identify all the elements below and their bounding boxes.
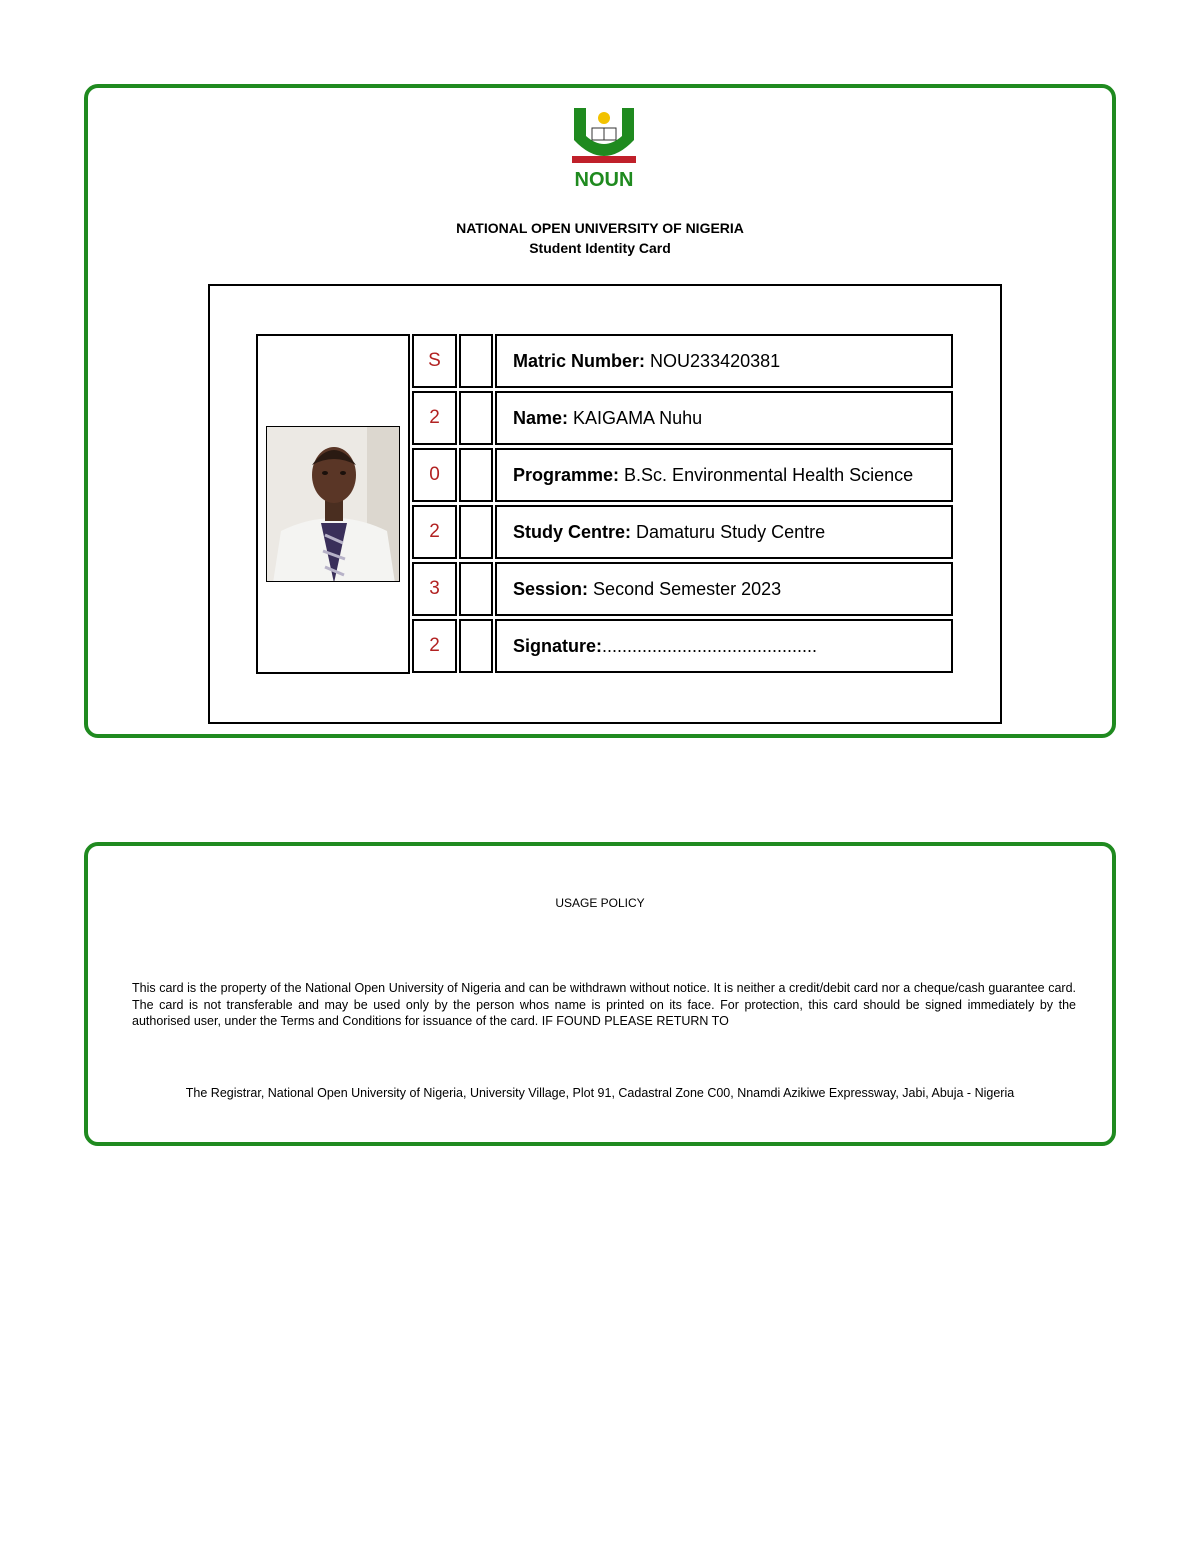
- code-letter: S: [412, 334, 457, 388]
- session-field: [495, 562, 953, 616]
- code-letter: 2: [412, 619, 457, 673]
- noun-logo-icon: [568, 106, 640, 192]
- photo-cell: [256, 334, 410, 674]
- code-letter: 0: [412, 448, 457, 502]
- field-value: NOU233420381: [650, 351, 781, 371]
- registrar-address: The Registrar, National Open University of Nigeria, University Village, Plot 91, Cadastral Zone C00, Nnamdi Azikiwe Expressway, Jabi, Abuja - Nigeria: [185, 1086, 1015, 1100]
- student-photo: [266, 426, 400, 582]
- blank-cell: [459, 448, 493, 502]
- study-centre-field: [495, 505, 953, 559]
- logo-text: NOUN: [574, 169, 634, 191]
- field-value: Damaturu Study Centre: [636, 522, 826, 542]
- field-label: Signature:: [513, 636, 603, 656]
- signature-field: [495, 619, 953, 673]
- field-label: Matric Number:: [513, 351, 646, 371]
- field-label: Programme:: [513, 465, 620, 485]
- blank-cell: [459, 391, 493, 445]
- field-label: Study Centre:: [513, 522, 632, 542]
- programme-field: [495, 448, 953, 502]
- field-value: ...........................................: [602, 636, 818, 656]
- id-details-box: [208, 284, 1002, 724]
- field-value: B.Sc. Environmental Health Science: [624, 465, 914, 485]
- card-type: Student Identity Card: [529, 240, 671, 256]
- code-letter: 2: [412, 391, 457, 445]
- id-card-back: [84, 842, 1116, 1146]
- code-letter: 2: [412, 505, 457, 559]
- matric-number-field: [495, 334, 953, 388]
- university-name: NATIONAL OPEN UNIVERSITY OF NIGERIA: [456, 220, 744, 236]
- blank-cell: [459, 562, 493, 616]
- field-label: Session:: [513, 579, 589, 599]
- policy-text: This card is the property of the National Open University of Nigeria and can be withdrawn without notice. It is neither a credit/debit card nor a cheque/cash guarantee card. The card is not transferable and may be used only by the person whos name is printed on its face. For protection, this card should be signed immediately by the authorised user, under the Terms and Conditions for issuance of the card. IF FOUND PLEASE RETURN TO: [132, 981, 1076, 1028]
- blank-cell: [459, 334, 493, 388]
- code-letter: 3: [412, 562, 457, 616]
- blank-cell: [459, 619, 493, 673]
- field-label: Name:: [513, 408, 569, 428]
- id-card-front: [84, 84, 1116, 738]
- blank-cell: [459, 505, 493, 559]
- policy-title: USAGE POLICY: [555, 896, 645, 910]
- name-field: [495, 391, 953, 445]
- field-value: KAIGAMA Nuhu: [573, 408, 703, 428]
- field-value: Second Semester 2023: [593, 579, 782, 599]
